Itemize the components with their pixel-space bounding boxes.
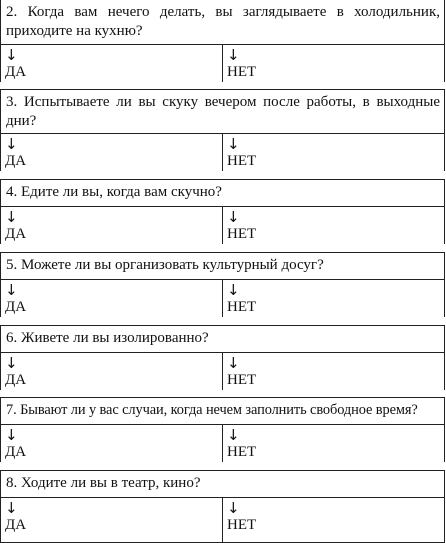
down-arrow-icon: ↓ [5, 135, 18, 153]
answer-no-label: НЕТ [227, 444, 257, 460]
question-text: 2. Когда вам нечего делать, вы заглядываете в холодильник, приходите на кухню? [0, 0, 445, 44]
answer-yes-cell[interactable] [1, 425, 223, 462]
answer-row [0, 424, 445, 462]
question-block-2 [0, 0, 445, 82]
answer-no-label: НЕТ [227, 64, 257, 80]
answer-no-cell[interactable] [223, 207, 444, 244]
down-arrow-icon: ↓ [5, 354, 18, 372]
answer-yes-cell[interactable] [1, 207, 223, 244]
answer-no-label: НЕТ [227, 517, 257, 533]
question-block-3 [0, 89, 445, 171]
answer-yes-cell[interactable] [1, 134, 223, 171]
answer-yes-label: ДА [5, 226, 27, 242]
down-arrow-icon: ↓ [5, 281, 18, 299]
question-text: 5. Можете ли вы организовать культурный досуг? [0, 252, 445, 279]
question-text: 8. Ходите ли вы в театр, кино? [0, 470, 445, 497]
answer-row [0, 352, 445, 390]
answer-yes-label: ДА [5, 299, 27, 315]
question-block-5 [0, 252, 445, 317]
question-text: 4. Едите ли вы, когда вам скучно? [0, 179, 445, 206]
down-arrow-icon: ↓ [5, 426, 18, 444]
answer-no-cell[interactable] [223, 134, 444, 171]
answer-no-label: НЕТ [227, 372, 257, 388]
down-arrow-icon: ↓ [227, 499, 240, 517]
answer-no-cell[interactable] [223, 45, 444, 82]
question-block-8 [0, 470, 445, 542]
answer-no-cell[interactable] [223, 353, 444, 390]
answer-yes-label: ДА [5, 153, 27, 169]
answer-row [0, 497, 445, 542]
down-arrow-icon: ↓ [227, 281, 240, 299]
answer-yes-label: ДА [5, 517, 27, 533]
answer-yes-cell[interactable] [1, 280, 223, 317]
answer-yes-cell[interactable] [1, 498, 223, 542]
question-block-7 [0, 397, 445, 462]
answer-no-label: НЕТ [227, 153, 257, 169]
answer-yes-label: ДА [5, 444, 27, 460]
answer-yes-cell[interactable] [1, 353, 223, 390]
answer-no-cell[interactable] [223, 425, 444, 462]
question-text: 3. Испытываете ли вы скуку вечером после работы, в выходные дни? [0, 89, 445, 133]
question-text: 7. Бывают ли у вас случаи, когда нечем заполнить свободное время? [0, 397, 445, 424]
answer-no-cell[interactable] [223, 280, 444, 317]
down-arrow-icon: ↓ [5, 499, 18, 517]
answer-yes-label: ДА [5, 372, 27, 388]
down-arrow-icon: ↓ [227, 354, 240, 372]
answer-row [0, 206, 445, 244]
answer-no-label: НЕТ [227, 299, 257, 315]
answer-no-cell[interactable] [223, 498, 444, 542]
answer-yes-label: ДА [5, 64, 27, 80]
down-arrow-icon: ↓ [227, 208, 240, 226]
down-arrow-icon: ↓ [227, 46, 240, 64]
down-arrow-icon: ↓ [5, 208, 18, 226]
answer-row [0, 279, 445, 317]
down-arrow-icon: ↓ [227, 426, 240, 444]
question-block-4 [0, 179, 445, 244]
question-block-6 [0, 325, 445, 390]
down-arrow-icon: ↓ [5, 46, 18, 64]
answer-yes-cell[interactable] [1, 45, 223, 82]
down-arrow-icon: ↓ [227, 135, 240, 153]
answer-row [0, 44, 445, 82]
question-text: 6. Живете ли вы изолированно? [0, 325, 445, 352]
answer-no-label: НЕТ [227, 226, 257, 242]
answer-row [0, 133, 445, 171]
